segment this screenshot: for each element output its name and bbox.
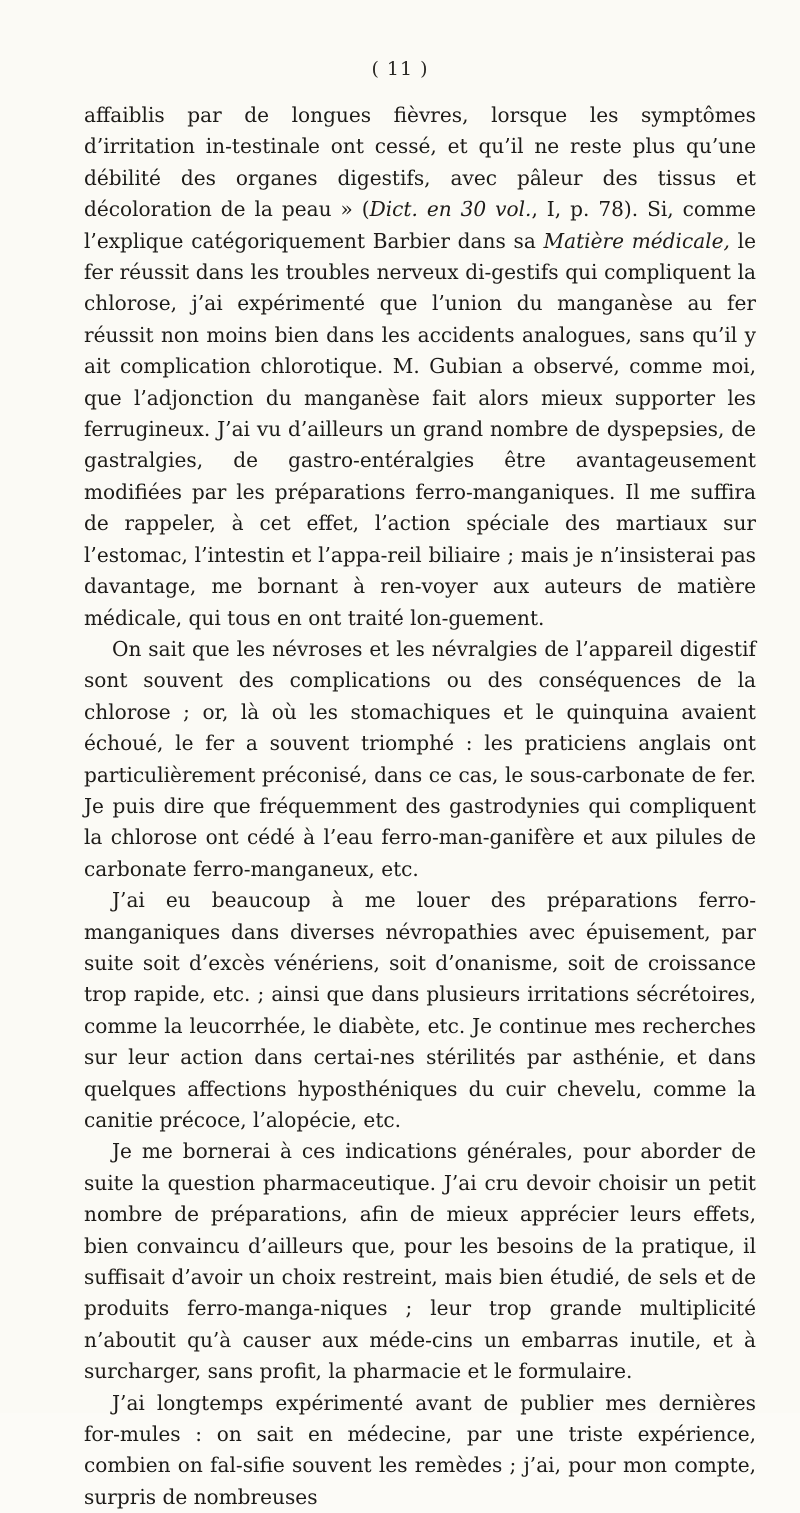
text-segment: J’ai longtemps expérimenté avant de publier mes dernières for-mules : on sait en médecine, par une triste expérience, combien on fal-sifie souvent les remèdes ; j’ai, pour mon compte, surpris de nombreuses xyxy=(84,1390,756,1509)
text-segment: affaiblis par de longues fièvres, lorsque les symptômes d’irritation in-testinale ont cessé, et qu’il ne reste plus qu’une débilité des organes digestifs, avec pâleur des tissus et décoloration de la peau » ( xyxy=(84,103,756,222)
page-number: ( 11 ) xyxy=(371,58,429,80)
italic-text-segment: Dict. en 30 vol. xyxy=(369,197,532,222)
paragraph xyxy=(84,100,756,634)
text-segment: , I, p. 78). Si, comme l’explique catégoriquement Barbier dans sa xyxy=(84,197,756,253)
paragraph xyxy=(84,1388,756,1513)
text-segment: J’ai eu beaucoup à me louer des préparations ferro-manganiques dans diverses névropathies avec épuisement, par suite soit d’excès vénériens, soit d’onanisme, soit de croissance trop rapide, etc. ; ainsi que dans plusieurs irritations sécrétoires, comme la leucorrhée, le diabète, etc. Je continue mes recherches sur leur action dans certai-nes stérilités par asthénie, et dans quelques affections hyposthéniques du cuir chevelu, comme la canitie précoce, l’alopécie, etc. xyxy=(84,888,756,1132)
paragraph xyxy=(84,885,756,1136)
paragraph xyxy=(84,1136,756,1387)
text-segment: On sait que les névroses et les névralgies de l’appareil digestif sont souvent des complications ou des conséquences de la chlorose ; or, là où les stomachiques et le quinquina avaient échoué, le fer a souvent triomphé : les praticiens anglais ont particulièrement préconisé, dans ce cas, le sous-carbonate de fer. Je puis dire que fréquemment des gastrodynies qui compliquent la chlorose ont cédé à l’eau ferro-man-ganifère et aux pilules de carbonate ferro-manganeux, etc. xyxy=(84,636,756,881)
paragraph xyxy=(84,634,756,885)
text-segment: le fer réussit dans les troubles nerveux di-gestifs qui compliquent la chlorose, j’ai expérimenté que l’union du manganèse au fer réussit non moins bien dans les accidents analogues, sans qu’il y ait complication chlorotique. M. Gubian a observé, comme moi, que l’adjonction du manganèse fait alors mieux supporter les ferrugineux. J’ai vu d’ailleurs un grand nombre de dyspepsies, de gastralgies, de gastro-entéralgies être avantageusement modifiées par les préparations ferro-manganiques. Il me suffira de rappeler, à cet effet, l’action spéciale des martiaux sur l’estomac, l’intestin et l’appa-reil biliaire ; mais je n’insisterai pas davantage, me bornant à ren-voyer aux auteurs de matière médicale, qui tous en ont traité lon-guement. xyxy=(84,228,756,630)
text-segment: Je me bornerai à ces indications générales, pour aborder de suite la question pharmaceutique. J’ai cru devoir choisir un petit nombre de préparations, afin de mieux apprécier leurs effets, bien convaincu d’ailleurs que, pour les besoins de la pratique, il suffisait d’avoir un choix restreint, mais bien étudié, de sels et de produits ferro-manga-niques ; leur trop grande multiplicité n’aboutit qu’à causer aux méde-cins un embarras inutile, et à surcharger, sans profit, la pharmacie et le formulaire. xyxy=(84,1139,756,1384)
italic-text-segment: Matière médicale, xyxy=(543,228,730,253)
body-text xyxy=(84,100,756,1513)
